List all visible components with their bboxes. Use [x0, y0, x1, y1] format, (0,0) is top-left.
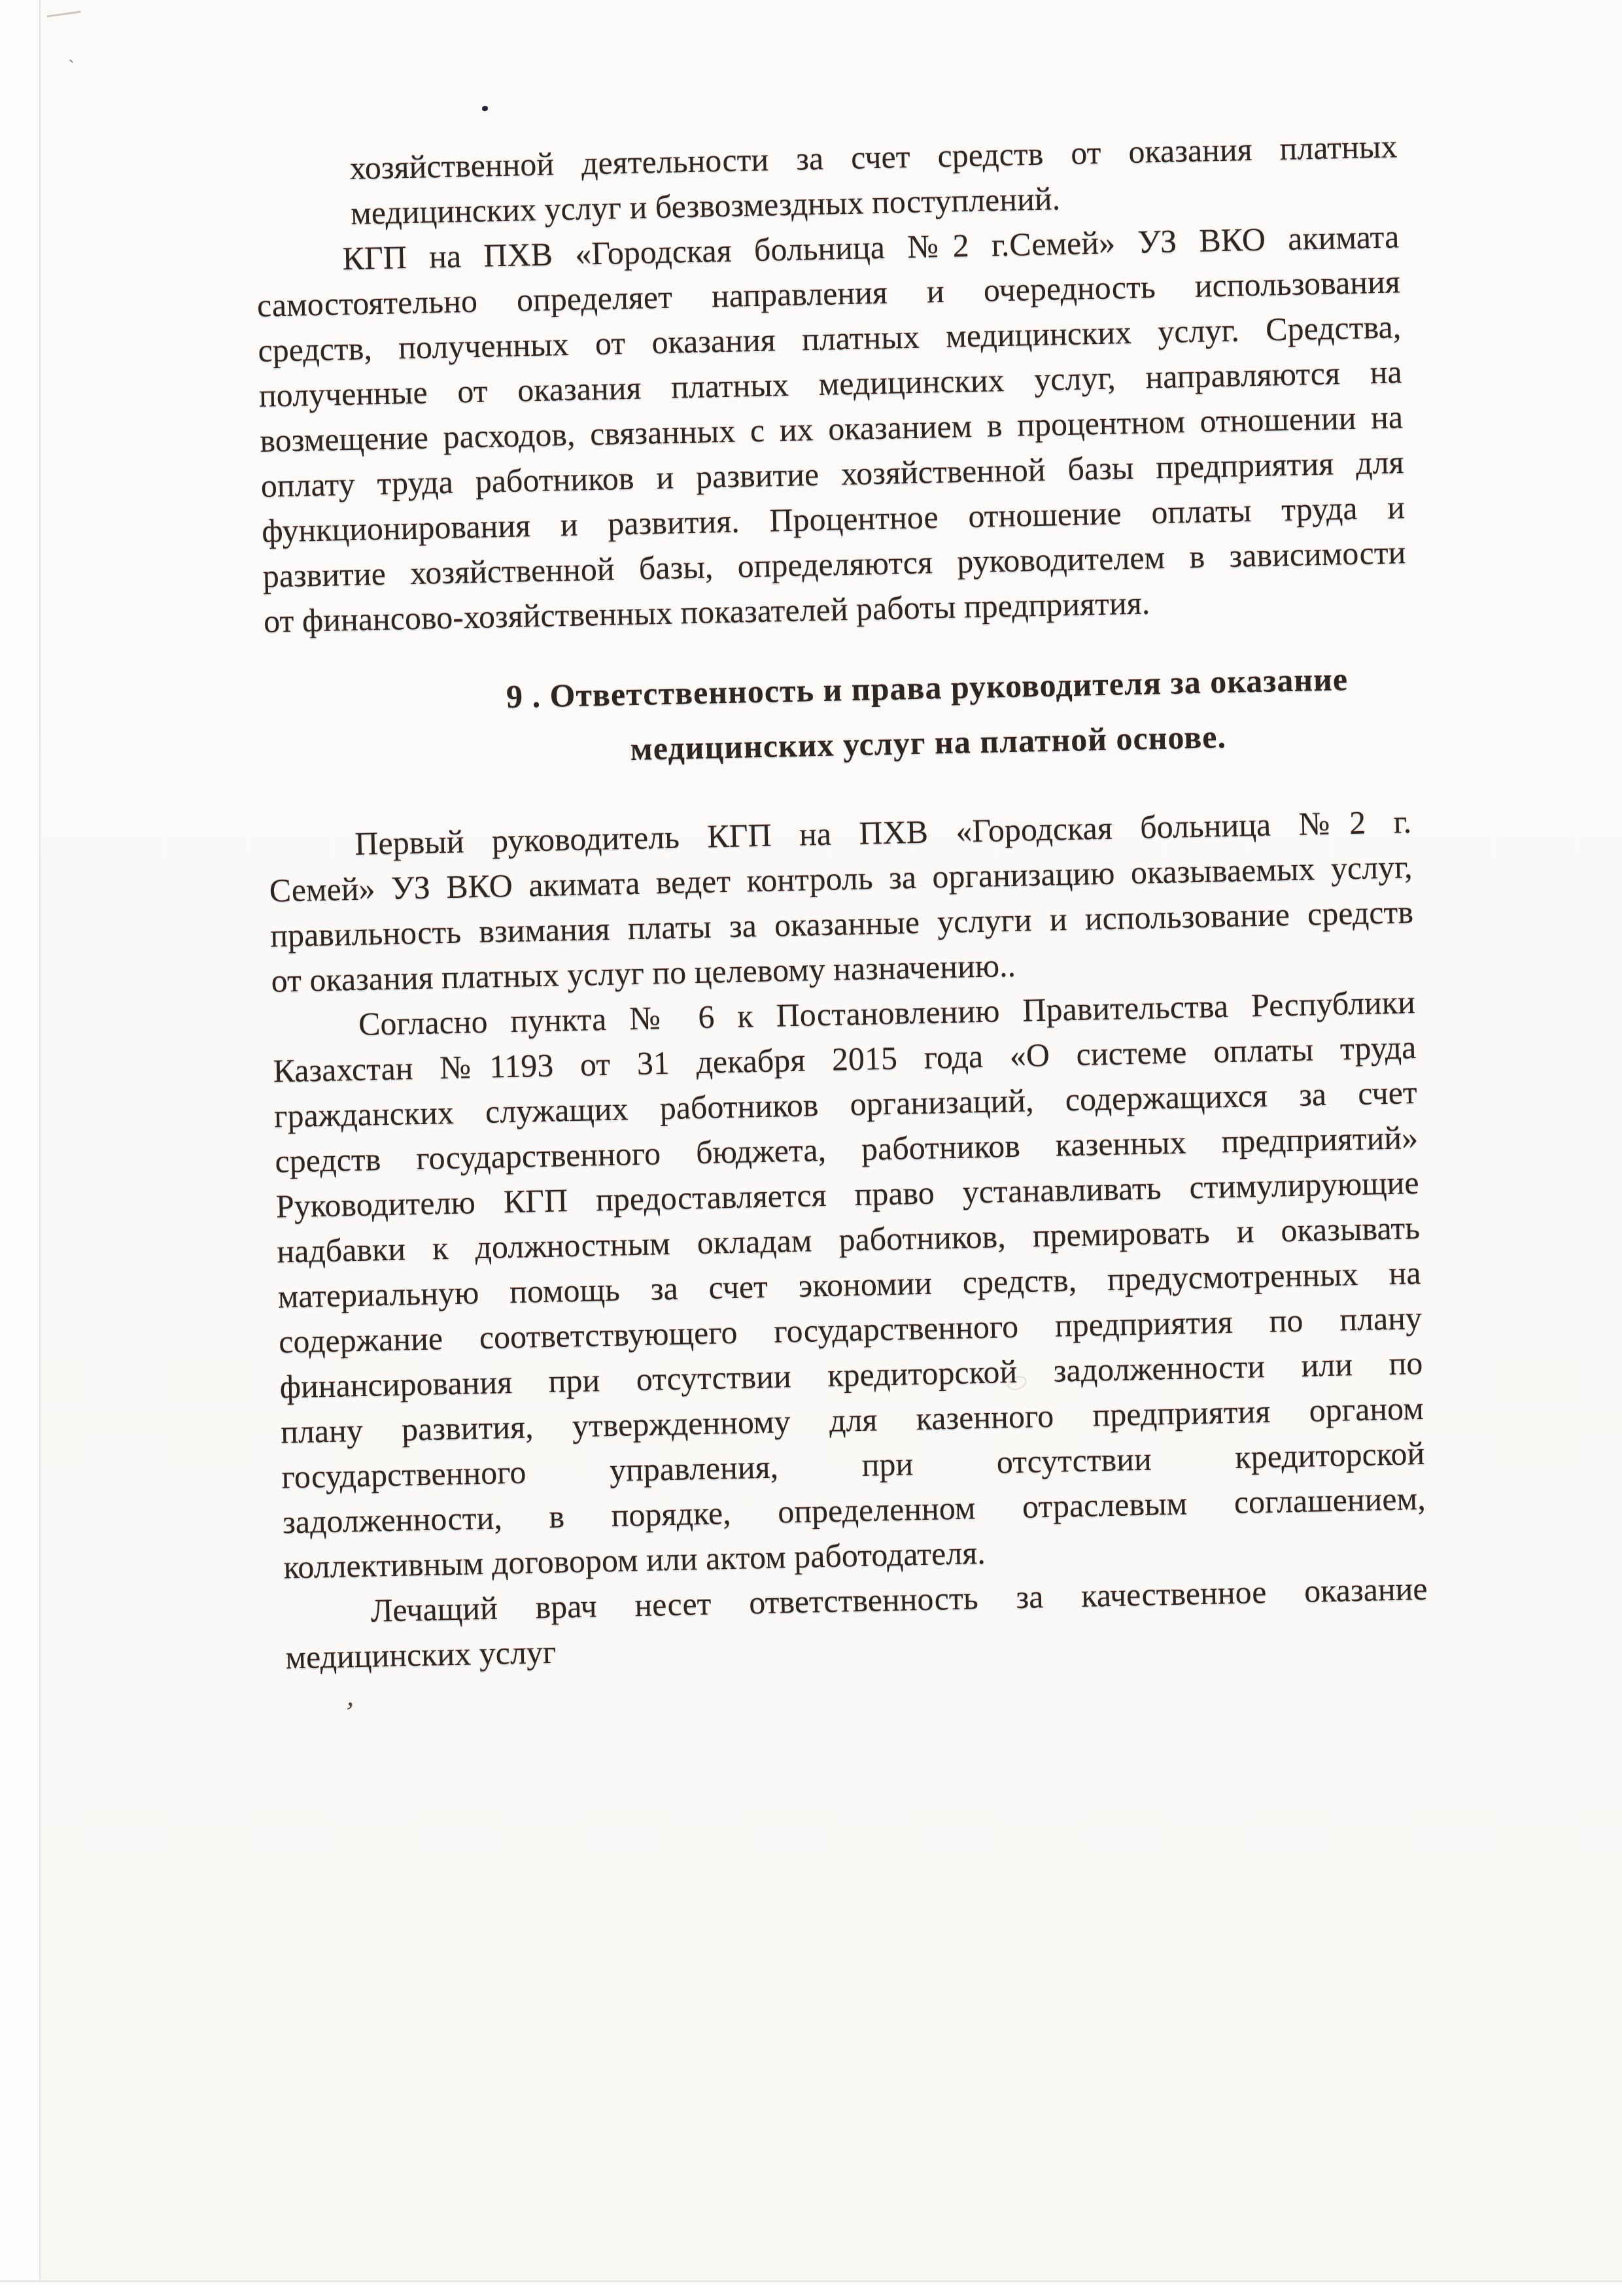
- paragraph-first-head-control: [268, 799, 1415, 1004]
- text-line: КГП на ПХВ «Городская больница №2 г.Семей» УЗ ВКО акимата: [341, 218, 1400, 277]
- scan-speck: `: [68, 56, 75, 78]
- text-line: медицинских услуг: [285, 1633, 557, 1676]
- text-line: коллективным договором или актом работодателя.: [283, 1534, 986, 1586]
- text-line: средств государственного бюджета, работников казенных предприятий»: [274, 1119, 1419, 1180]
- text-line: медицинских услуг на платной основе.: [630, 718, 1227, 768]
- paragraph-funds-usage: [256, 214, 1407, 643]
- text-line: правильность взимания платы за оказанные услуги и использование средств: [269, 893, 1414, 954]
- text-line: функционирования и развития. Процентное отношение оплаты труда и: [261, 488, 1406, 549]
- text-line: содержание соответствующего государственного предприятия по плану: [278, 1299, 1423, 1360]
- document-text: [254, 124, 1429, 1680]
- text-line: полученные от оказания платных медицинских услуг, направляются на: [258, 353, 1403, 414]
- text-line: финансирования при отсутствии кредиторской задолженности или по: [279, 1344, 1423, 1405]
- text-line: возмещение расходов, связанных с их оказанием в процентном отношении на: [259, 398, 1404, 459]
- text-line: Казахстан №1193 от 31 декабря 2015 года «О системе оплаты труда: [272, 1029, 1417, 1089]
- text-line: оплату труда работников и развитие хозяйственной базы предприятия для: [260, 443, 1405, 504]
- text-line: от финансово-хозяйственных показателей работы предприятия.: [263, 584, 1150, 640]
- scan-speck: [47, 10, 82, 21]
- text-line: Первый руководитель КГП на ПХВ «Городская больница №2 г.: [354, 803, 1412, 862]
- text-line: плану развития, утвержденному для казенного предприятия органом: [280, 1389, 1424, 1450]
- text-line: средств, полученных от оказания платных медицинских услуг. Средства,: [257, 308, 1402, 369]
- text-line: хозяйственной деятельности за счет средств от оказания платных: [349, 128, 1398, 186]
- text-line: Согласно пункта № 6 к Постановлению Правительства Республики: [358, 984, 1416, 1042]
- text-line: задолженности, в порядке, определенном отраслевым соглашением,: [282, 1479, 1426, 1541]
- text-line: надбавки к должностным окладам работников, премировать и оказывать: [276, 1209, 1421, 1270]
- text-line: самостоятельно определяет направления и очередность использования: [256, 263, 1401, 324]
- scan-bottom-edge-artifact: [0, 2280, 1622, 2296]
- paragraph-decree-1193: [271, 980, 1426, 1590]
- text-line: гражданских служащих работников организаций, содержащихся за счет: [273, 1074, 1418, 1135]
- scan-speck: ‚: [344, 1679, 358, 1713]
- text-line: материальную помощь за счет экономии средств, предусмотренных на: [277, 1254, 1421, 1315]
- text-line: медицинских услуг и безвозмездных поступлений.: [350, 180, 1061, 231]
- text-line: государственного управления, при отсутствии кредиторской: [281, 1434, 1425, 1496]
- text-line: от оказания платных услуг по целевому назначению..: [271, 946, 1016, 999]
- text-line: развитие хозяйственной базы, определяются руководителем в зависимости: [262, 534, 1406, 594]
- text-line: Лечащий врач несет ответственность за качественное оказание: [370, 1569, 1428, 1629]
- text-line: Семей» УЗ ВКО акимата ведет контроль за организацию оказываемых услуг,: [269, 848, 1413, 909]
- scan-speck: [482, 106, 488, 111]
- scan-left-edge-artifact: [0, 0, 41, 2294]
- section-9-heading: [355, 648, 1500, 782]
- text-line: Руководителю КГП предоставляется право устанавливать стимулирующие: [275, 1164, 1420, 1225]
- text-line: 9 . Ответственность и права руководителя за оказание: [506, 660, 1349, 715]
